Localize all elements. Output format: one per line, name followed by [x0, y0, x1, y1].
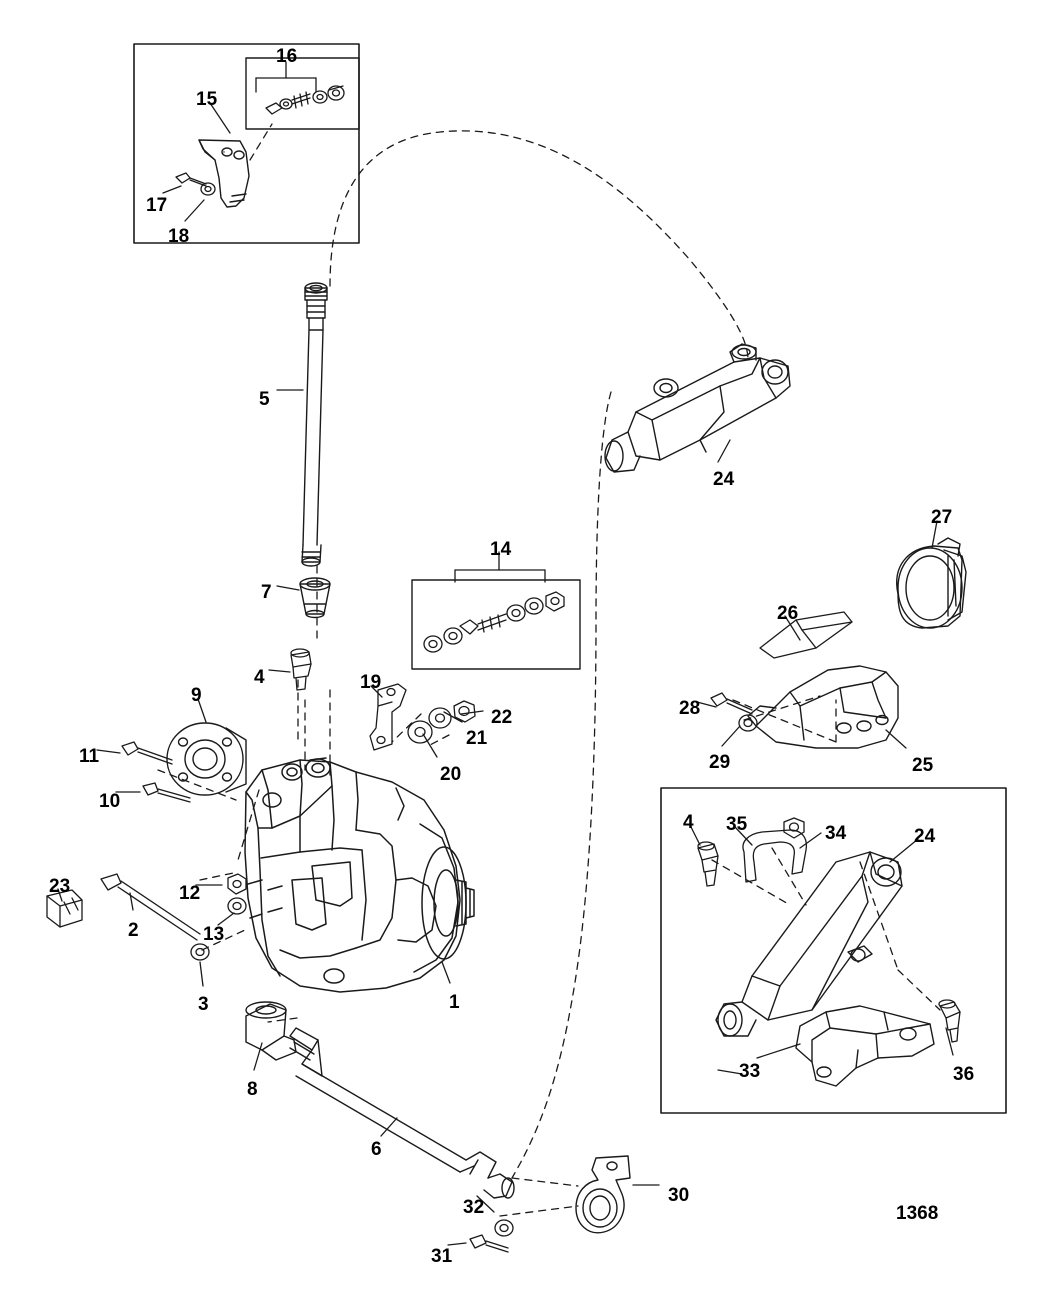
callout-14: 14 [490, 539, 512, 560]
part-6-hose [290, 1028, 514, 1198]
callout-13: 13 [203, 924, 225, 945]
part-5-hose [302, 283, 327, 566]
callout-17: 17 [146, 195, 168, 216]
leader-lines [58, 62, 953, 1245]
inset-box-item-14 [412, 580, 580, 669]
callout-33: 33 [739, 1061, 761, 1082]
callout-31: 31 [431, 1246, 453, 1267]
part-10-bolt [143, 783, 190, 802]
part-28-bolt [711, 693, 752, 714]
part-25-bracket [748, 666, 898, 748]
callout-9: 9 [191, 685, 202, 706]
part-15-bracket [199, 140, 249, 207]
callout-19: 19 [360, 672, 382, 693]
part-17-bolt [176, 173, 206, 186]
callout-25: 25 [912, 755, 934, 776]
callout-23: 23 [49, 876, 71, 897]
part-21-washer [429, 708, 451, 728]
part-33-bracket-inset [796, 1006, 934, 1086]
part-34-nut-inset [784, 818, 804, 838]
callout-34: 34 [825, 823, 847, 844]
part-19-bracket [370, 684, 406, 750]
part-24-cooler-top [605, 344, 790, 472]
part-4-fitting-left [291, 649, 311, 690]
part-20-washer [408, 721, 432, 743]
part-35-clamp-inset [743, 830, 806, 882]
callout-24-top: 24 [713, 469, 735, 490]
callout-6: 6 [371, 1139, 382, 1160]
callout-16: 16 [276, 46, 298, 67]
callout-8: 8 [247, 1079, 258, 1100]
callout-22: 22 [491, 707, 513, 728]
part-30-clamp [576, 1156, 630, 1233]
part-11-bolt [122, 742, 172, 764]
part-4-fitting-inset [698, 842, 718, 886]
callout-11: 11 [79, 746, 100, 767]
callout-36: 36 [953, 1064, 975, 1085]
callout-15: 15 [196, 89, 218, 110]
callout-4-left: 4 [254, 667, 265, 688]
callout-3: 3 [198, 994, 209, 1015]
callout-2: 2 [128, 920, 139, 941]
callout-1: 1 [449, 992, 460, 1013]
part-1-pump-housing [245, 758, 474, 992]
callout-35: 35 [726, 814, 748, 835]
part-36-fitting-inset [939, 1000, 960, 1042]
part-8-fitting [246, 1002, 296, 1060]
part-32-washer [495, 1220, 513, 1236]
part-24-cooler-inset [716, 852, 902, 1036]
callout-12: 12 [179, 883, 201, 904]
callout-27: 27 [931, 507, 953, 528]
callout-32: 32 [463, 1197, 485, 1218]
part-16-fastener-set [266, 86, 344, 114]
callout-21: 21 [466, 728, 488, 749]
callout-10: 10 [99, 791, 121, 812]
callout-30: 30 [668, 1185, 690, 1206]
part-3-washer [191, 944, 209, 960]
callout-29: 29 [709, 752, 731, 773]
part-12-nut [228, 874, 246, 894]
part-13-washer [228, 898, 246, 914]
callout-20: 20 [440, 764, 462, 785]
part-31-bolt [470, 1235, 508, 1252]
part-7-fitting [300, 578, 330, 618]
part-9-flange [167, 723, 246, 795]
callout-5: 5 [259, 389, 270, 410]
inset-box-item-16 [246, 58, 359, 129]
callout-28: 28 [679, 698, 701, 719]
part-14-fastener-kit [424, 592, 564, 652]
callout-4-inset: 4 [683, 812, 694, 833]
part-26-shield [760, 612, 852, 658]
diagram-id-label: 1368 [896, 1203, 939, 1224]
callout-7: 7 [261, 582, 272, 603]
callout-18: 18 [168, 226, 190, 247]
callout-26: 26 [777, 603, 799, 624]
part-18-washer [201, 183, 215, 195]
callout-24-inset: 24 [914, 826, 936, 847]
part-27-clamp [897, 538, 966, 628]
